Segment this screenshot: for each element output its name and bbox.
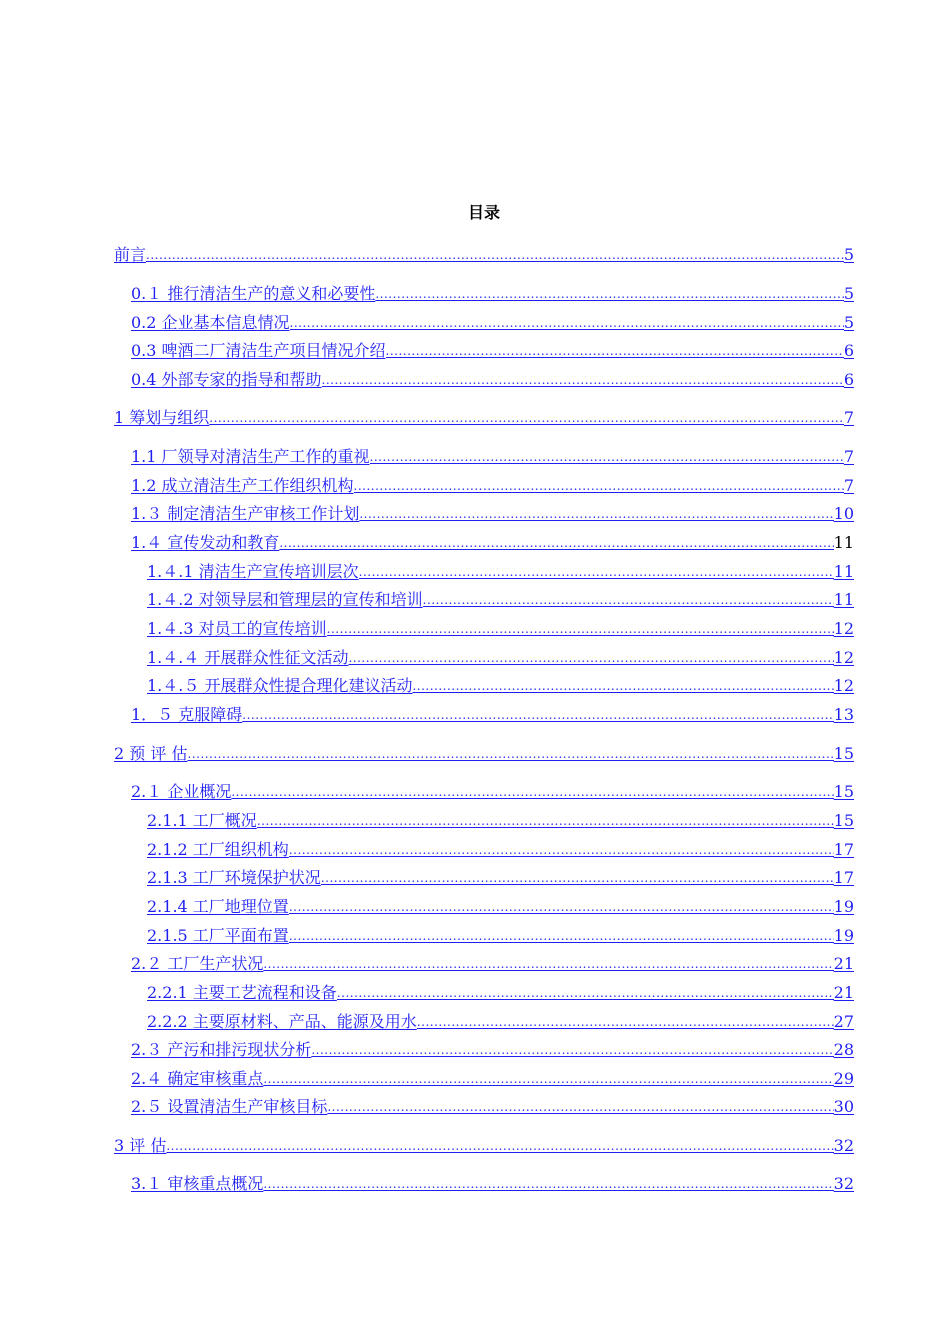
toc-page-number: 5 <box>843 284 854 303</box>
toc-page-number: 7 <box>843 408 854 427</box>
toc-entry[interactable] <box>131 341 854 361</box>
toc-page-number: 6 <box>843 370 854 389</box>
toc-entry[interactable] <box>147 619 854 639</box>
toc-entry[interactable] <box>131 782 854 802</box>
toc-page-number: 5 <box>843 313 854 332</box>
toc-page-number: 17 <box>833 840 854 859</box>
toc-page-number: 17 <box>833 868 854 887</box>
toc-entry[interactable] <box>131 1040 854 1060</box>
toc-entry-label: 2.1.4 工厂地理位置 <box>147 897 289 916</box>
toc-entry-label: 1 筹划与组织 <box>114 408 210 427</box>
toc-page-number: 32 <box>833 1174 854 1193</box>
toc-entry[interactable] <box>147 1012 854 1032</box>
toc-entry-label: 0.4 外部专家的指导和帮助 <box>131 370 322 389</box>
toc-leader-dots <box>263 954 833 974</box>
toc-page-number: 12 <box>833 619 854 638</box>
toc-entry[interactable] <box>147 840 854 860</box>
toc-entry[interactable] <box>131 476 854 496</box>
toc-entry-label: 2.１ 企业概况 <box>131 782 232 801</box>
toc-entry-label: 1.４.５ 开展群众性提合理化建议活动 <box>147 676 413 695</box>
toc-entry-label: 1.４.４ 开展群众性征文活动 <box>147 648 349 667</box>
toc-entry-label: 1.４.3 对员工的宣传培训 <box>147 619 327 638</box>
toc-entry[interactable] <box>114 408 854 428</box>
toc-page-number: 5 <box>843 245 854 264</box>
toc-leader-dots <box>242 705 833 725</box>
toc-page-number: 19 <box>833 926 854 945</box>
toc-entry-label: 3.１ 审核重点概况 <box>131 1174 264 1193</box>
toc-entry-label: 1.４.2 对领导层和管理层的宣传和培训 <box>147 590 423 609</box>
toc-leader-dots <box>289 897 834 917</box>
toc-entry-label: 2 预 评 估 <box>114 744 188 763</box>
toc-entry-label: 2.４ 确定审核重点 <box>131 1069 264 1088</box>
toc-page-number: 28 <box>833 1040 854 1059</box>
toc-entry[interactable] <box>131 313 854 333</box>
toc-leader-dots <box>289 840 834 860</box>
toc-page-number: 15 <box>833 811 854 830</box>
toc-entry[interactable] <box>131 504 854 524</box>
toc-entry-label: 1．５ 克服障碍 <box>131 705 243 724</box>
toc-entry[interactable] <box>147 811 854 831</box>
toc-entry[interactable] <box>114 245 854 265</box>
toc-leader-dots <box>327 1097 833 1117</box>
toc-entry-label: 2.1.5 工厂平面布置 <box>147 926 289 945</box>
toc-leader-dots <box>279 533 833 553</box>
toc-page-number: 32 <box>833 1136 854 1155</box>
toc-entry[interactable] <box>131 447 854 467</box>
toc-page-number: 7 <box>843 447 854 466</box>
toc-entry[interactable] <box>147 868 854 888</box>
toc-page-number: 29 <box>833 1069 854 1088</box>
toc-entry[interactable] <box>131 1174 854 1194</box>
toc-entry-label: 1.2 成立清洁生产工作组织机构 <box>131 476 354 495</box>
toc-leader-dots <box>263 1069 833 1089</box>
toc-page-number: 13 <box>833 705 854 724</box>
toc-leader-dots <box>187 744 833 764</box>
toc-entry-label: 0.１ 推行清洁生产的意义和必要性 <box>131 284 376 303</box>
toc-leader-dots <box>290 313 844 333</box>
toc-entry[interactable] <box>131 954 854 974</box>
toc-entry[interactable] <box>147 897 854 917</box>
toc-page-number: 27 <box>833 1012 854 1031</box>
toc-entry-label: 2.1.2 工厂组织机构 <box>147 840 289 859</box>
toc-entry-label: 2.２ 工厂生产状况 <box>131 954 264 973</box>
toc-leader-dots <box>263 1174 833 1194</box>
toc-leader-dots <box>359 562 834 582</box>
toc-entry-label: 0.3 啤酒二厂清洁生产项目情况介绍 <box>131 341 386 360</box>
toc-entry-label: 1.４.1 清洁生产宣传培训层次 <box>147 562 359 581</box>
toc-entry-label: 2.５ 设置清洁生产审核目标 <box>131 1097 328 1116</box>
toc-entry-label: 2.2.2 主要原材料、产品、能源及用水 <box>147 1012 417 1031</box>
toc-entry[interactable] <box>114 744 854 764</box>
toc-leader-dots <box>370 447 844 467</box>
toc-entry[interactable] <box>131 533 854 553</box>
toc-page-number: 11 <box>833 562 854 581</box>
toc-leader-dots <box>423 590 834 610</box>
toc-leader-dots <box>412 676 833 696</box>
toc-entry[interactable] <box>147 648 854 668</box>
toc-leader-dots <box>386 341 844 361</box>
toc-title: 目录 <box>467 203 500 222</box>
toc-entry-label: 0.2 企业基本信息情况 <box>131 313 290 332</box>
toc-entry[interactable] <box>147 676 854 696</box>
toc-page-number: 21 <box>833 983 854 1002</box>
toc-page-number: 19 <box>833 897 854 916</box>
toc-leader-dots <box>337 983 834 1003</box>
toc-leader-dots <box>348 648 833 668</box>
toc-leader-dots <box>354 476 844 496</box>
toc-leader-dots <box>327 619 834 639</box>
toc-entry[interactable] <box>131 284 854 304</box>
toc-page-number: 10 <box>833 504 854 523</box>
toc-entry[interactable] <box>131 1069 854 1089</box>
toc-entry[interactable] <box>131 1097 854 1117</box>
toc-leader-dots <box>289 926 834 946</box>
toc-leader-dots <box>209 408 844 428</box>
toc-page-number: 30 <box>833 1097 854 1116</box>
toc-entry-label: 2.1.3 工厂环境保护状况 <box>147 868 321 887</box>
toc-entry-label: 2.2.1 主要工艺流程和设备 <box>147 983 337 1002</box>
toc-entry-label: 3 评 估 <box>114 1136 167 1155</box>
toc-page-number: 12 <box>833 648 854 667</box>
toc-entry-label: 1.1 厂领导对清洁生产工作的重视 <box>131 447 370 466</box>
toc-entry-label: 1.３ 制定清洁生产审核工作计划 <box>131 504 360 523</box>
toc-entry[interactable] <box>131 370 854 390</box>
toc-entry[interactable] <box>147 926 854 946</box>
toc-leader-dots <box>417 1012 834 1032</box>
toc-page-number: 15 <box>833 782 854 801</box>
toc-page-number: 11 <box>833 590 854 609</box>
toc-leader-dots <box>322 370 844 390</box>
toc-entry-label: 2.３ 产污和排污现状分析 <box>131 1040 312 1059</box>
toc-leader-dots <box>311 1040 833 1060</box>
toc-entry-label: 1.４ 宣传发动和教育 <box>131 533 280 552</box>
toc-page-number: 6 <box>843 341 854 360</box>
toc-entry-label: 2.1.1 工厂概况 <box>147 811 257 830</box>
toc-entry[interactable] <box>147 983 854 1003</box>
toc-leader-dots <box>359 504 833 524</box>
toc-entry-label: 前言 <box>114 245 147 264</box>
toc-entry[interactable] <box>147 590 854 610</box>
toc-leader-dots <box>231 782 833 802</box>
toc-leader-dots <box>375 284 843 304</box>
toc-page-number: 21 <box>833 954 854 973</box>
toc-leader-dots <box>321 868 834 888</box>
toc-page-number: 15 <box>833 744 854 763</box>
toc-leader-dots <box>257 811 834 831</box>
toc-page-number: 7 <box>843 476 854 495</box>
toc-leader-dots <box>146 245 844 265</box>
toc-entry[interactable] <box>147 562 854 582</box>
toc-entry[interactable] <box>114 1136 854 1156</box>
toc-page-number: 12 <box>833 676 854 695</box>
toc-leader-dots <box>166 1136 833 1156</box>
toc-page-number: 11 <box>833 533 854 552</box>
toc-entry[interactable] <box>131 705 854 725</box>
